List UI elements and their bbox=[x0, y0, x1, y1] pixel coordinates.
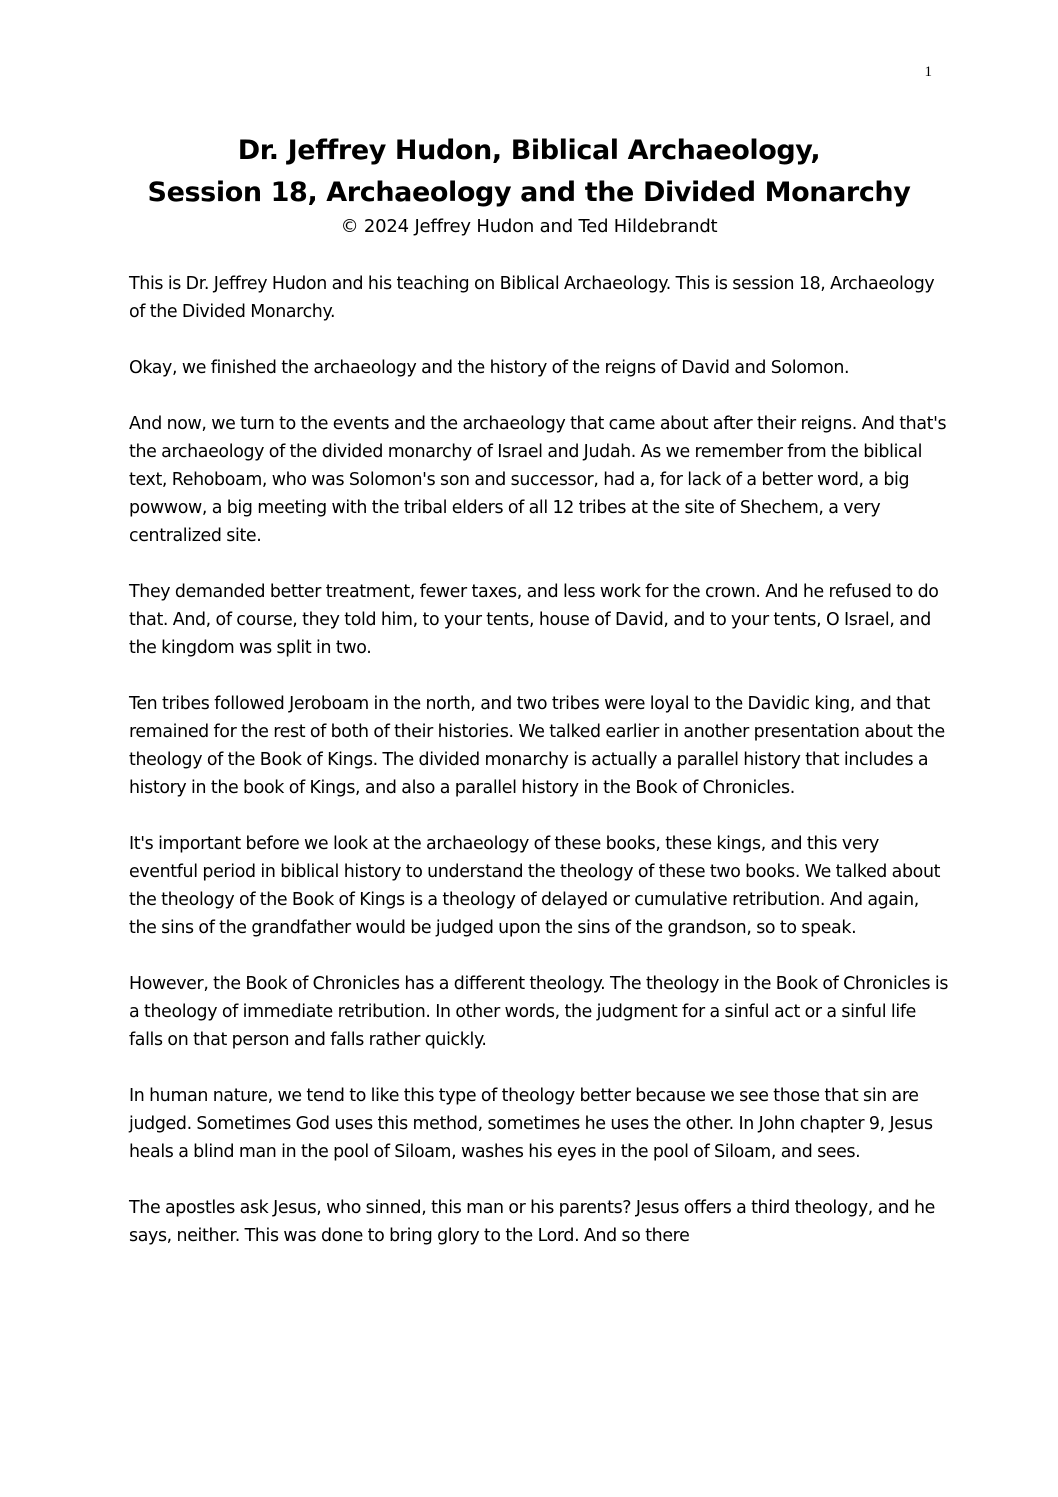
paragraph: However, the Book of Chronicles has a different theology. The theology in the Book of Chronicles is a theology of immediate retribution. In other words, the judgment for a sinful act or a sinful life falls on that person and falls rather quickly. bbox=[129, 974, 949, 1050]
document-title-line-2: Session 18, Archaeology and the Divided Monarchy bbox=[147, 177, 911, 208]
copyright-notice: © 2024 Jeffrey Hudon and Ted Hildebrandt bbox=[340, 216, 718, 237]
paragraph: In human nature, we tend to like this type of theology better because we see those that sin are judged. Sometimes God uses this method, sometimes he uses the other. In John chapter 9, Jesus heals a blind man in the pool of Siloam, washes his eyes in the pool of Siloam, and sees. bbox=[129, 1086, 933, 1162]
paragraph: And now, we turn to the events and the archaeology that came about after their reigns. And that's the archaeology of the divided monarchy of Israel and Judah. As we remember from the biblical text, Rehoboam, who was Solomon's son and successor, had a, for lack of a better word, a big powwow, a big meeting with the tribal elders of all 12 tribes at the site of Shechem, a very centralized site. bbox=[129, 414, 947, 546]
paragraph: Ten tribes followed Jeroboam in the north, and two tribes were loyal to the Davidic king, and that remained for the rest of both of their histories. We talked earlier in another presentation about the theology of the Book of Kings. The divided monarchy is actually a parallel history that includes a history in the book of Kings, and also a parallel history in the Book of Chronicles. bbox=[129, 694, 945, 798]
body-text bbox=[129, 270, 949, 1278]
page-number: 1 bbox=[924, 64, 932, 80]
paragraph: This is Dr. Jeffrey Hudon and his teaching on Biblical Archaeology. This is session 18, Archaeology of the Divided Monarchy. bbox=[129, 274, 935, 322]
paragraph: Okay, we finished the archaeology and the history of the reigns of David and Solomon. bbox=[129, 358, 850, 378]
title-block bbox=[100, 130, 958, 240]
paragraph: The apostles ask Jesus, who sinned, this man or his parents? Jesus offers a third theology, and he says, neither. This was done to bring glory to the Lord. And so there bbox=[129, 1198, 935, 1246]
document-title-line-1: Dr. Jeffrey Hudon, Biblical Archaeology, bbox=[237, 135, 821, 166]
paragraph: It's important before we look at the archaeology of these books, these kings, and this very eventful period in biblical history to understand the theology of these two books. We talked about the theology of the Book of Kings is a theology of delayed or cumulative retribution. And again, the sins of the grandfather would be judged upon the sins of the grandson, so to speak. bbox=[129, 834, 941, 938]
paragraph: They demanded better treatment, fewer taxes, and less work for the crown. And he refused to do that. And, of course, they told him, to your tents, house of David, and to your tents, O Israel, and the kingdom was split in two. bbox=[129, 582, 939, 658]
